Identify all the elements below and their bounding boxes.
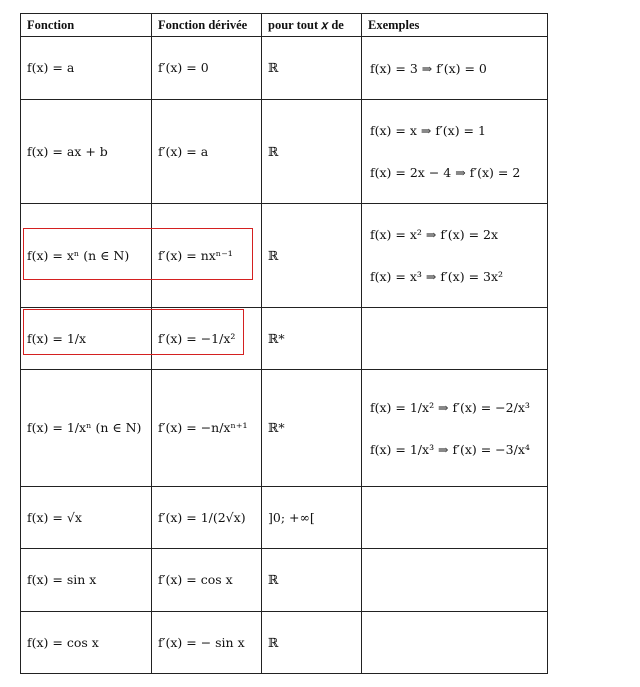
table-header-row [21,14,548,37]
derivative-formula: f′(x) = − sin x [158,634,245,650]
header-exemples: Exemples [362,14,548,37]
domain-value: ℝ [268,143,279,159]
derivative-cell [152,487,262,549]
domain-value: ℝ [268,247,279,263]
example-line: f(x) = 1/x² ⇒ f′(x) = −2/x³ [370,399,530,415]
derivative-formula: f′(x) = nxⁿ⁻¹ [158,247,233,263]
header-fonction: Fonction [21,14,152,37]
table-row [21,100,548,204]
function-formula: f(x) = cos x [27,634,99,650]
function-formula: f(x) = sin x [27,572,97,587]
derivative-cell [152,612,262,674]
table-row [21,370,548,487]
examples-cell [362,612,548,674]
table-row [21,549,548,612]
example-line: f(x) = x³ ⇒ f′(x) = 3x² [370,269,504,284]
domain-cell [262,204,362,308]
derivatives-sheet [20,13,547,673]
derivative-formula: f′(x) = −1/x² [158,330,236,346]
derivative-formula: f′(x) = 0 [158,60,209,75]
domain-value: ℝ [268,634,279,650]
example-line: f(x) = 1/x³ ⇒ f′(x) = −3/x⁴ [370,441,530,457]
domain-value: ℝ* [268,330,285,346]
derivative-cell [152,100,262,204]
domain-cell [262,487,362,549]
function-cell [21,370,152,487]
table-row [21,487,548,549]
function-formula: f(x) = a [27,60,75,75]
domain-value: ]0; +∞[ [268,509,315,525]
highlight-box [23,309,244,355]
examples-cell [362,204,548,308]
function-cell [21,487,152,549]
domain-cell [262,549,362,612]
domain-value: ℝ [268,60,279,75]
function-cell [21,100,152,204]
header-domaine: pour tout 𝑥 de [262,14,362,37]
example-line: f(x) = x² ⇒ f′(x) = 2x [370,227,499,242]
header-derivee: Fonction dérivée [152,14,262,37]
highlight-box [23,228,253,280]
examples-cell [362,549,548,612]
function-formula: f(x) = ax + b [27,143,108,159]
derivative-cell [152,37,262,100]
function-formula: f(x) = √x [27,509,82,525]
derivative-formula: f′(x) = −n/xⁿ⁺¹ [158,420,248,435]
examples-cell [362,37,548,100]
domain-value: ℝ* [268,420,285,435]
table-row [21,612,548,674]
derivative-cell [152,370,262,487]
domain-cell [262,612,362,674]
domain-value: ℝ [268,572,279,587]
derivative-formula: f′(x) = cos x [158,572,233,587]
function-formula: f(x) = xⁿ (n ∈ N) [27,247,130,263]
examples-cell [362,487,548,549]
function-cell [21,549,152,612]
example-line: f(x) = x ⇒ f′(x) = 1 [370,123,486,138]
domain-cell [262,100,362,204]
table-row [21,37,548,100]
derivative-formula: f′(x) = 1/(2√x) [158,509,246,525]
examples-cell [362,370,548,487]
domain-cell [262,37,362,100]
function-cell [21,612,152,674]
derivative-cell [152,549,262,612]
examples-cell [362,308,548,370]
examples-cell [362,100,548,204]
domain-cell [262,370,362,487]
derivative-formula: f′(x) = a [158,143,209,159]
example-line: f(x) = 3 ⇒ f′(x) = 0 [370,60,487,76]
function-formula: f(x) = 1/x [27,330,87,346]
domain-cell [262,308,362,370]
function-cell [21,37,152,100]
function-formula: f(x) = 1/xⁿ (n ∈ N) [27,420,142,435]
example-line: f(x) = 2x − 4 ⇒ f′(x) = 2 [370,165,521,180]
